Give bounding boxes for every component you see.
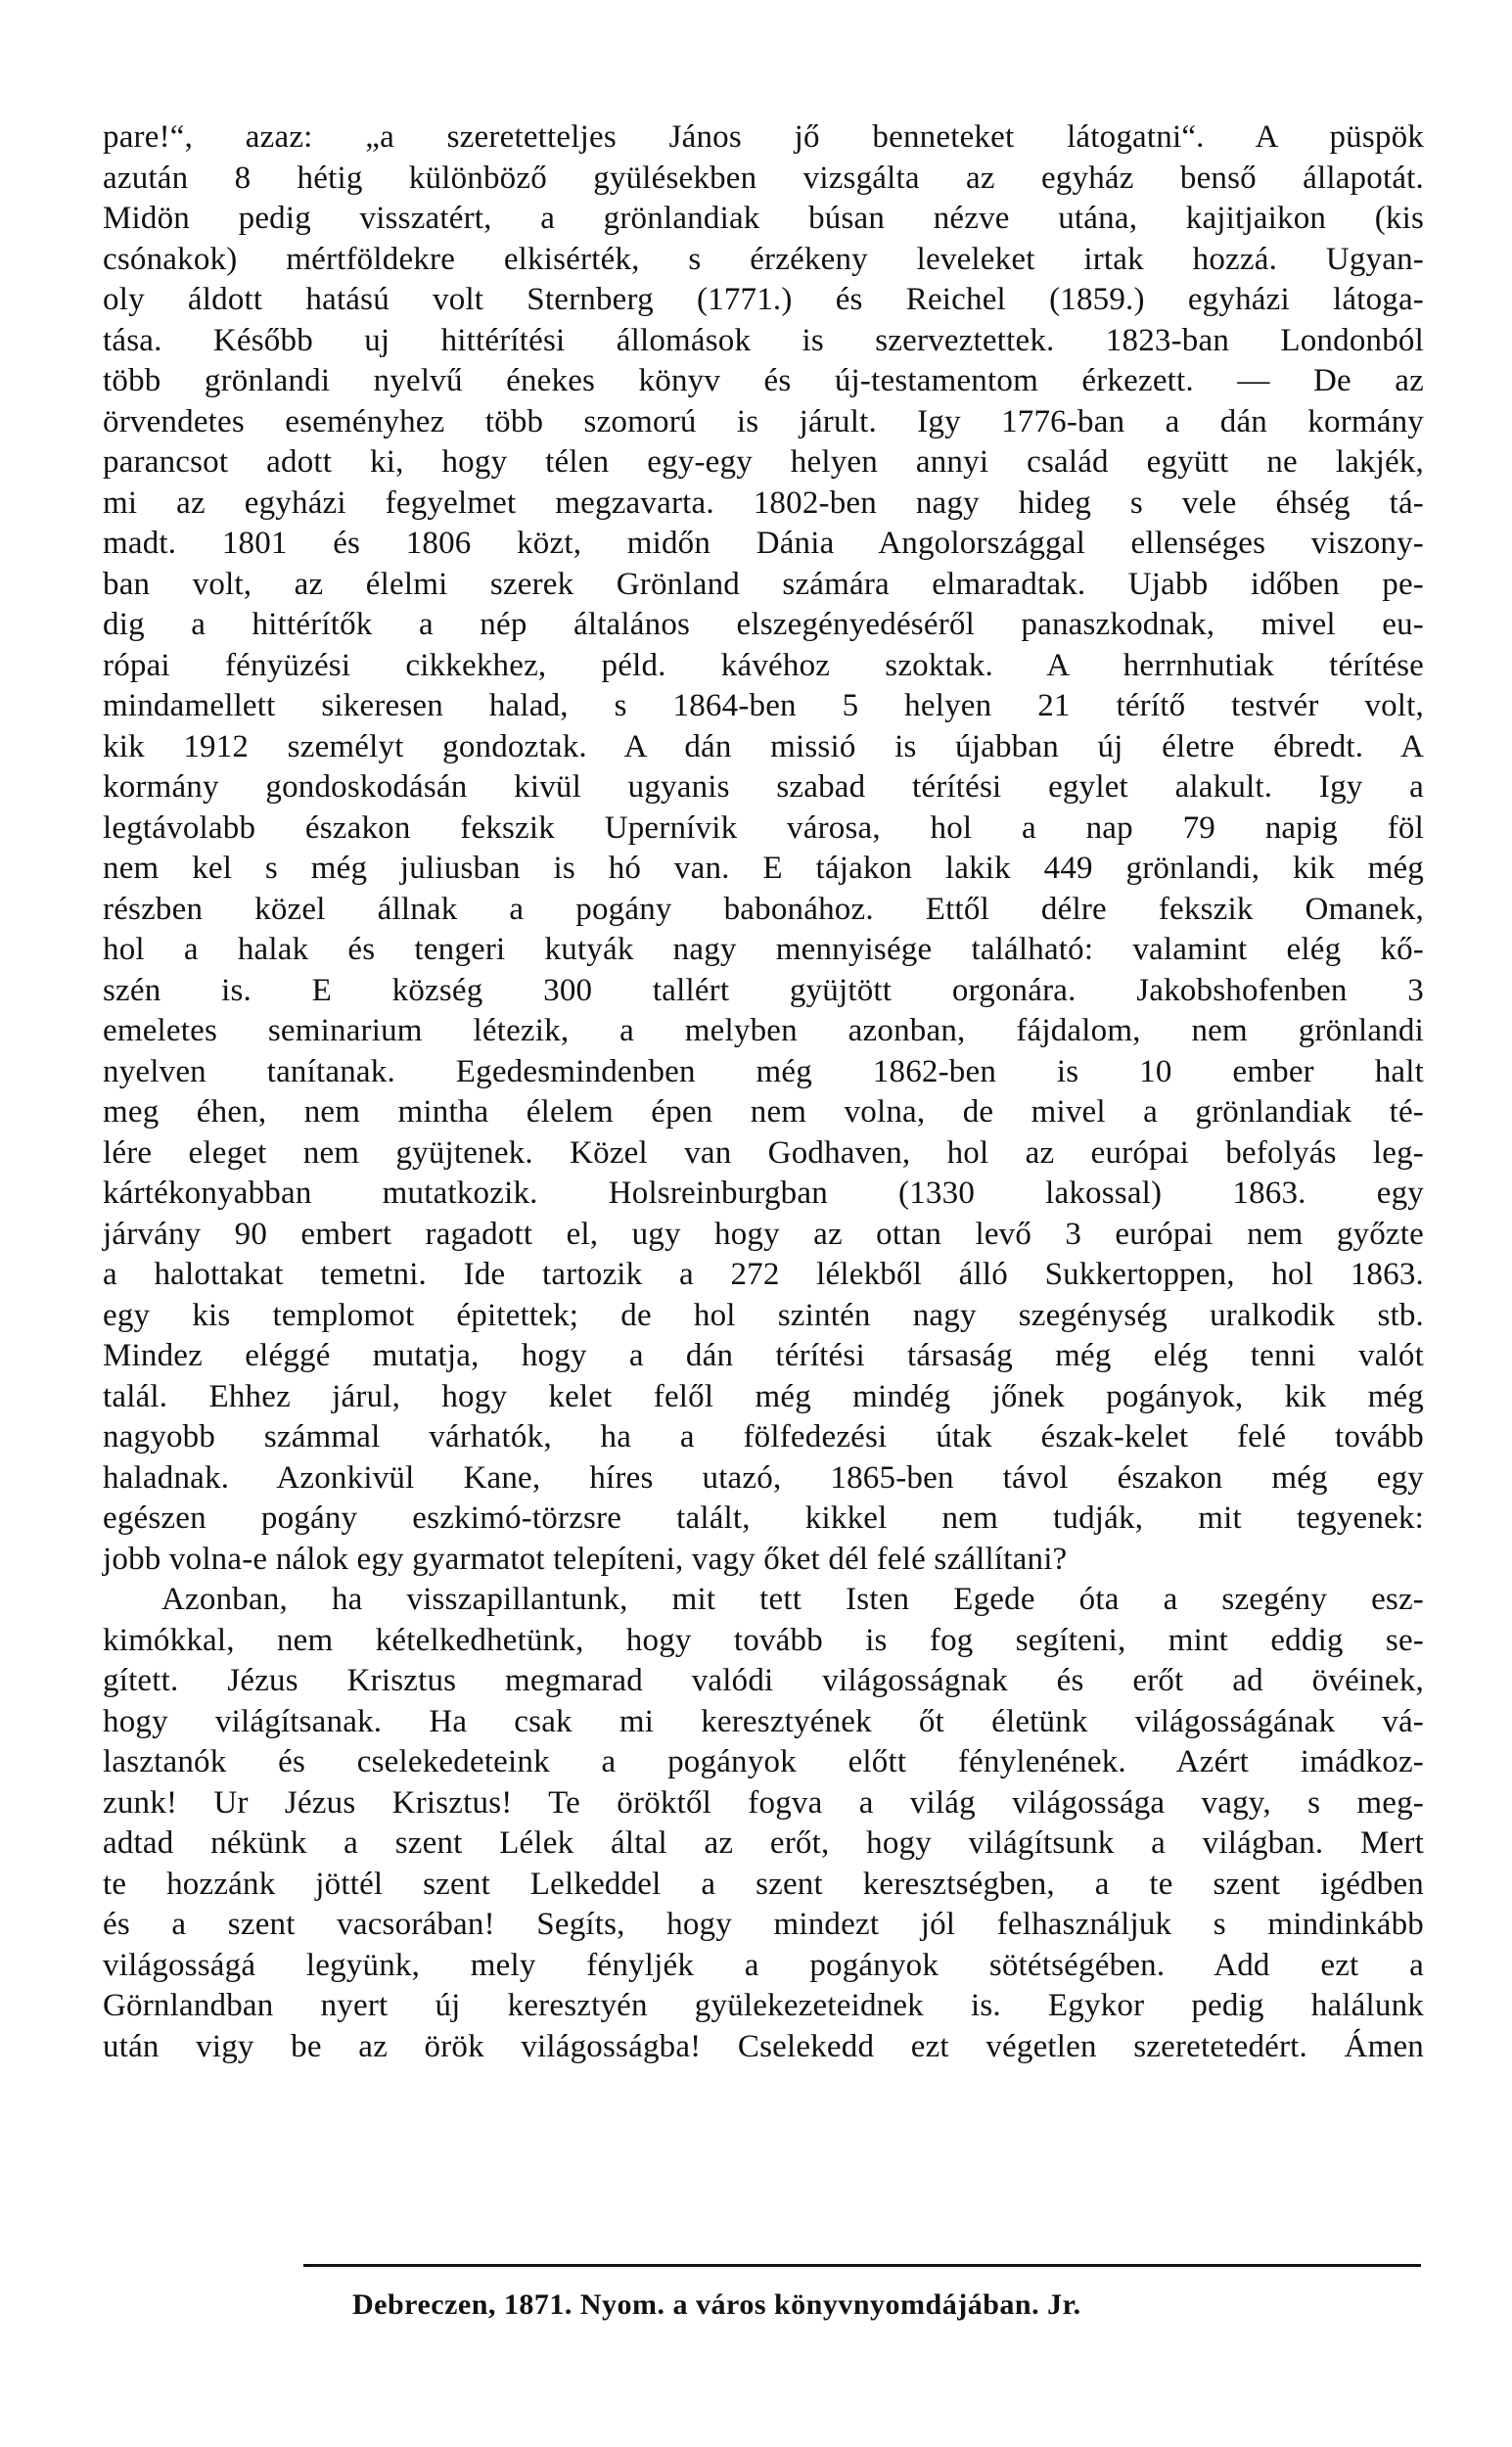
- text-line: legtávolabb északon fekszik Upernívik városa, hol a nap 79 napig föl: [103, 809, 1424, 846]
- text-line: szén is. E község 300 tallért gyüjtött orgonára. Jakobshofenben 3: [103, 972, 1424, 1008]
- text-line: parancsot adott ki, hogy télen egy-egy helyen annyi család együtt ne lakjék,: [103, 444, 1424, 480]
- text-line: Görnlandban nyert új keresztyén gyülekezeteidnek is. Egykor pedig halálunk: [103, 1988, 1424, 2023]
- text-line: tása. Később uj hittérítési állomások is szerveztettek. 1823-ban Londonból: [103, 322, 1424, 358]
- text-line: zunk! Ur Jézus Krisztus! Te öröktől fogva a világ világossága vagy, s meg-: [103, 1784, 1424, 1821]
- text-line: csónakok) mértföldekre elkisérték, s érzékeny leveleket irtak hozzá. Ugyan-: [103, 241, 1424, 277]
- text-line: részben közel állnak a pogány babonához. Ettől délre fekszik Omanek,: [103, 891, 1424, 927]
- text-line: ban volt, az élelmi szerek Grönland számára elmaradtak. Ujabb időben pe-: [103, 566, 1424, 602]
- text-line: hol a halak és tengeri kutyák nagy mennyisége található: valamint elég kő-: [103, 932, 1424, 967]
- text-line: kimókkal, nem kételkedhetünk, hogy tovább is fog segíteni, mint eddig se-: [103, 1622, 1424, 1658]
- text-line: mi az egyházi fegyelmet megzavarta. 1802-ben nagy hideg s vele éhség tá-: [103, 485, 1424, 521]
- text-line: rópai fényüzési cikkekhez, péld. kávéhoz szoktak. A herrnhutiak térítése: [103, 647, 1424, 683]
- text-line: örvendetes eseményhez több szomorú is járult. Igy 1776-ban a dán kormány: [103, 403, 1424, 439]
- text-line: haladnak. Azonkivül Kane, híres utazó, 1865-ben távol északon még egy: [103, 1459, 1424, 1496]
- text-line: jobb volna-e nálok egy gyarmatot telepíteni, vagy őket dél felé szállítani?: [103, 1541, 1068, 1577]
- text-line: gített. Jézus Krisztus megmarad valódi világosságnak és erőt ad övéinek,: [103, 1663, 1424, 1698]
- text-line: nyelven tanítanak. Egedesmindenben még 1862-ben is 10 ember halt: [103, 1053, 1424, 1089]
- text-line: világosságá legyünk, mely fényljék a pogányok sötétségében. Add ezt a: [103, 1947, 1424, 1983]
- text-line: hogy világítsanak. Ha csak mi keresztyének őt életünk világosságának vá-: [103, 1703, 1424, 1739]
- text-line: egészen pogány eszkimó-törzsre talált, kikkel nem tudják, mit tegyenek:: [103, 1501, 1424, 1536]
- page-body: [103, 117, 1424, 2067]
- text-line: kártékonyabban mutatkozik. Holsreinburgban (1330 lakossal) 1863. egy: [103, 1176, 1424, 1211]
- text-line: járvány 90 embert ragadott el, ugy hogy az ottan levő 3 európai nem győzte: [103, 1216, 1424, 1252]
- text-line: kormány gondoskodásán kivül ugyanis szabad térítési egylet alakult. Igy a: [103, 769, 1424, 805]
- text-line: pare!“, azaz: „a szeretetteljes János jő benneteket látogatni“. A püspök: [103, 119, 1424, 155]
- text-line: oly áldott hatású volt Sternberg (1771.) és Reichel (1859.) egyházi látoga-: [103, 282, 1424, 317]
- text-line: adtad nékünk a szent Lélek által az erőt, hogy világítsunk a világban. Mert: [103, 1825, 1424, 1861]
- text-line: te hozzánk jöttél szent Lelkeddel a szent keresztségben, a te szent igédben: [103, 1866, 1424, 1902]
- text-line: nem kel s még juliusban is hó van. E tájakon lakik 449 grönlandi, kik még: [103, 851, 1424, 886]
- text-line: mindamellett sikeresen halad, s 1864-ben 5 helyen 21 térítő testvér volt,: [103, 688, 1424, 723]
- text-line: talál. Ehhez járul, hogy kelet felől még mindég jőnek pogányok, kik még: [103, 1378, 1424, 1414]
- text-line: lére eleget nem gyüjtenek. Közel van Godhaven, hol az európai befolyás leg-: [103, 1134, 1424, 1171]
- text-line: azután 8 hétig különböző gyülésekben vizsgálta az egyház benső állapotát.: [103, 160, 1424, 196]
- text-line: a halottakat temetni. Ide tartozik a 272 lélekből álló Sukkertoppen, hol 1863.: [103, 1257, 1424, 1292]
- text-line: meg éhen, nem mintha élelem épen nem volna, de mivel a grönlandiak té-: [103, 1094, 1424, 1130]
- text-line: és a szent vacsorában! Segíts, hogy mindezt jól felhasználjuk s mindinkább: [103, 1907, 1424, 1942]
- text-line: dig a hittérítők a nép általános elszegényedéséről panaszkodnak, mivel eu-: [103, 607, 1424, 642]
- text-line: több grönlandi nyelvű énekes könyv és új-testamentom érkezett. — De az: [103, 363, 1424, 398]
- text-line: madt. 1801 és 1806 közt, midőn Dánia Angolországgal ellenséges viszony-: [103, 526, 1424, 561]
- text-line: kik 1912 személyt gondoztak. A dán missió is újabban új életre ébredt. A: [103, 728, 1424, 764]
- text-line: nagyobb számmal várhatók, ha a fölfedezési útak észak-kelet felé tovább: [103, 1419, 1424, 1454]
- text-line: Mindez eléggé mutatja, hogy a dán térítési társaság még elég tenni valót: [103, 1338, 1424, 1373]
- text-line: Midön pedig visszatért, a grönlandiak búsan nézve utána, kajitjaikon (kis: [103, 201, 1424, 236]
- text-line: emeletes seminarium létezik, a melyben azonban, fájdalom, nem grönlandi: [103, 1013, 1424, 1048]
- imprint-divider: [303, 2264, 1421, 2267]
- text-line: egy kis templomot épitettek; de hol szintén nagy szegénység uralkodik stb.: [103, 1297, 1424, 1333]
- text-line: lasztanók és cselekedeteink a pogányok előtt fénylenének. Azért imádkoz-: [103, 1744, 1424, 1779]
- printer-imprint: Debreczen, 1871. Nyom. a város könyvnyomdájában. Jr.: [352, 2288, 1081, 2321]
- paragraph-start-line: Azonban, ha visszapillantunk, mit tett Isten Egede óta a szegény esz-: [161, 1582, 1424, 1617]
- text-line: után vigy be az örök világosságba! Cselekedd ezt végetlen szeretetedért. Ámen: [103, 2028, 1424, 2064]
